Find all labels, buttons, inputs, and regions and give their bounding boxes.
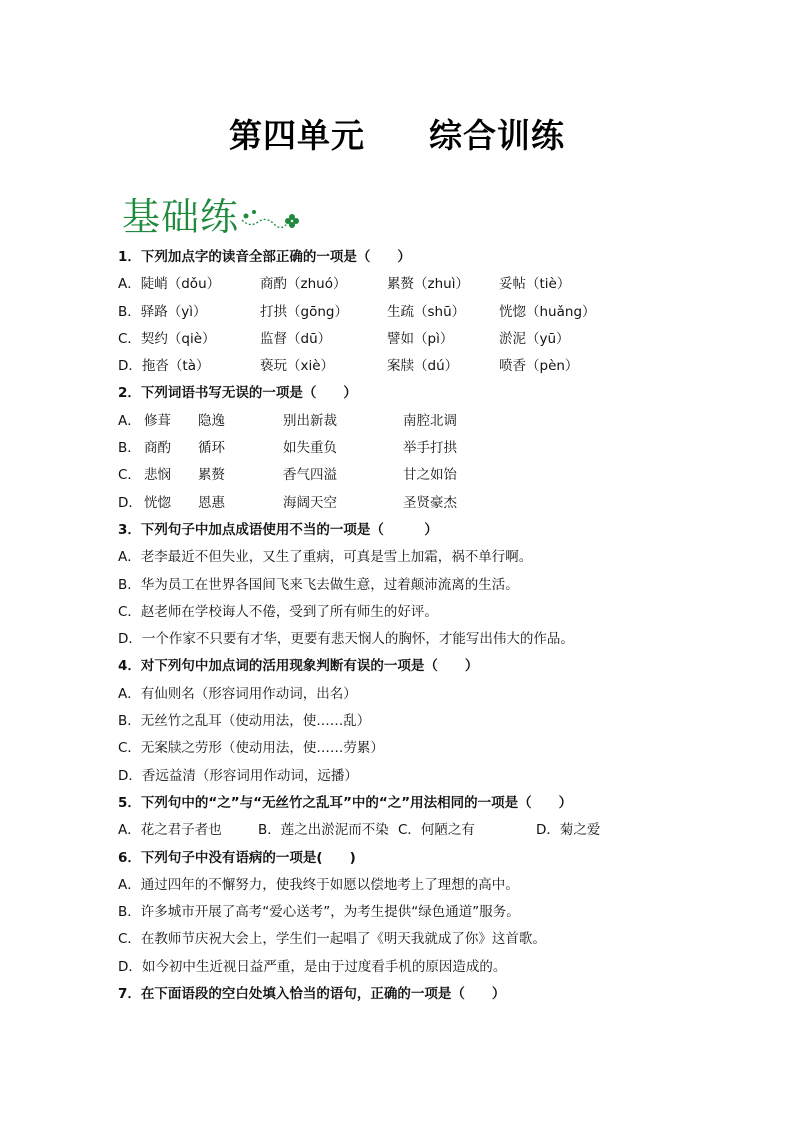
q1-option-a: A．陡峭（dǒu） 商酌（zhuó） 累赘（zhuì） 妥帖（tiè） — [118, 276, 571, 293]
q4-option-a: A．有仙则名（形容词用作动词，出名） — [118, 685, 357, 702]
q4-option-c: C．无案牍之劳形（使动用法，使……劳累） — [118, 740, 384, 757]
q4-title: 4．对下列句中加点词的活用现象判断有误的一项是（ ） — [118, 658, 479, 675]
q6-option-d: D．如今初中生近视日益严重，是由于过度看手机的原因造成的。 — [118, 958, 507, 975]
q3-option-a: A．老李最近不但失业，又生了重病，可真是雪上加霜，祸不单行啊。 — [118, 549, 533, 566]
q1-option-c: C．契约（qiè） 监督（dū） 譬如（pì） 淤泥（yū） — [118, 330, 570, 347]
q4-option-d: D．香远益清（形容词用作动词，远播） — [118, 767, 358, 784]
q3-option-d: D．一个作家不只要有才华，更要有悲天悯人的胸怀，才能写出伟大的作品。 — [118, 631, 574, 648]
exercise-content — [118, 244, 678, 1008]
page-title — [0, 110, 794, 157]
q3-option-c: C．赵老师在学校诲人不倦，受到了所有师生的好评。 — [118, 603, 438, 620]
title-unit: 第四单元 — [229, 116, 365, 155]
q1-option-b: B．驿路（yì） 打拱（gōng） 生疏（shū） 恍惚（huǎng） — [118, 303, 596, 320]
q1-title: 1．下列加点字的读音全部正确的一项是（ ） — [118, 249, 411, 265]
q4-option-b: B．无丝竹之乱耳（使动用法，使……乱） — [118, 713, 371, 730]
q2-option-d: D． 恍惚 恩惠 海阔天空 圣贤豪杰 — [118, 494, 457, 511]
q2-option-c: C． 悲悯 累赘 香气四溢 甘之如饴 — [118, 467, 457, 484]
q6-title: 6．下列句子中没有语病的一项是( ) — [118, 849, 356, 866]
section-badge-basic — [122, 186, 302, 239]
q1-option-d: D．拖沓（tà） 亵玩（xiè） 案牍（dú） 喷香（pèn） — [118, 358, 579, 375]
section-label: 基础练 — [122, 195, 240, 239]
q2-option-a: A． 修葺 隐逸 别出新裁 南腔北调 — [118, 412, 457, 429]
q2-title: 2．下列词语书写无误的一项是（ ） — [118, 385, 357, 402]
q2-option-b: B． 商酌 循环 如失重负 举手打拱 — [118, 440, 457, 457]
q6-option-c: C．在教师节庆祝大会上，学生们一起唱了《明天我就成了你》这首歌。 — [118, 931, 546, 948]
q3-option-b: B．华为员工在世界各国间飞来飞去做生意，过着颠沛流离的生活。 — [118, 576, 519, 593]
title-practice: 综合训练 — [429, 116, 565, 155]
q5-options: A．花之君子者也 B．莲之出淤泥而不染 C．何陋之有 D．菊之爱 — [118, 822, 601, 839]
q3-title: 3．下列句子中加点成语使用不当的一项是（ ） — [118, 521, 438, 538]
q6-option-a: A．通过四年的不懈努力，使我终于如愿以偿地考上了理想的高中。 — [118, 876, 519, 893]
q7-title: 7．在下面语段的空白处填入恰当的语句，正确的一项是（ ） — [118, 986, 506, 1003]
q6-option-b: B．许多城市开展了高考“爱心送考”，为考生提供“绿色通道”服务。 — [118, 904, 520, 921]
vine-decoration-icon — [240, 206, 300, 230]
q5-title: 5．下列句中的“之”与“无丝竹之乱耳”中的“之”用法相同的一项是（ ） — [118, 794, 573, 811]
